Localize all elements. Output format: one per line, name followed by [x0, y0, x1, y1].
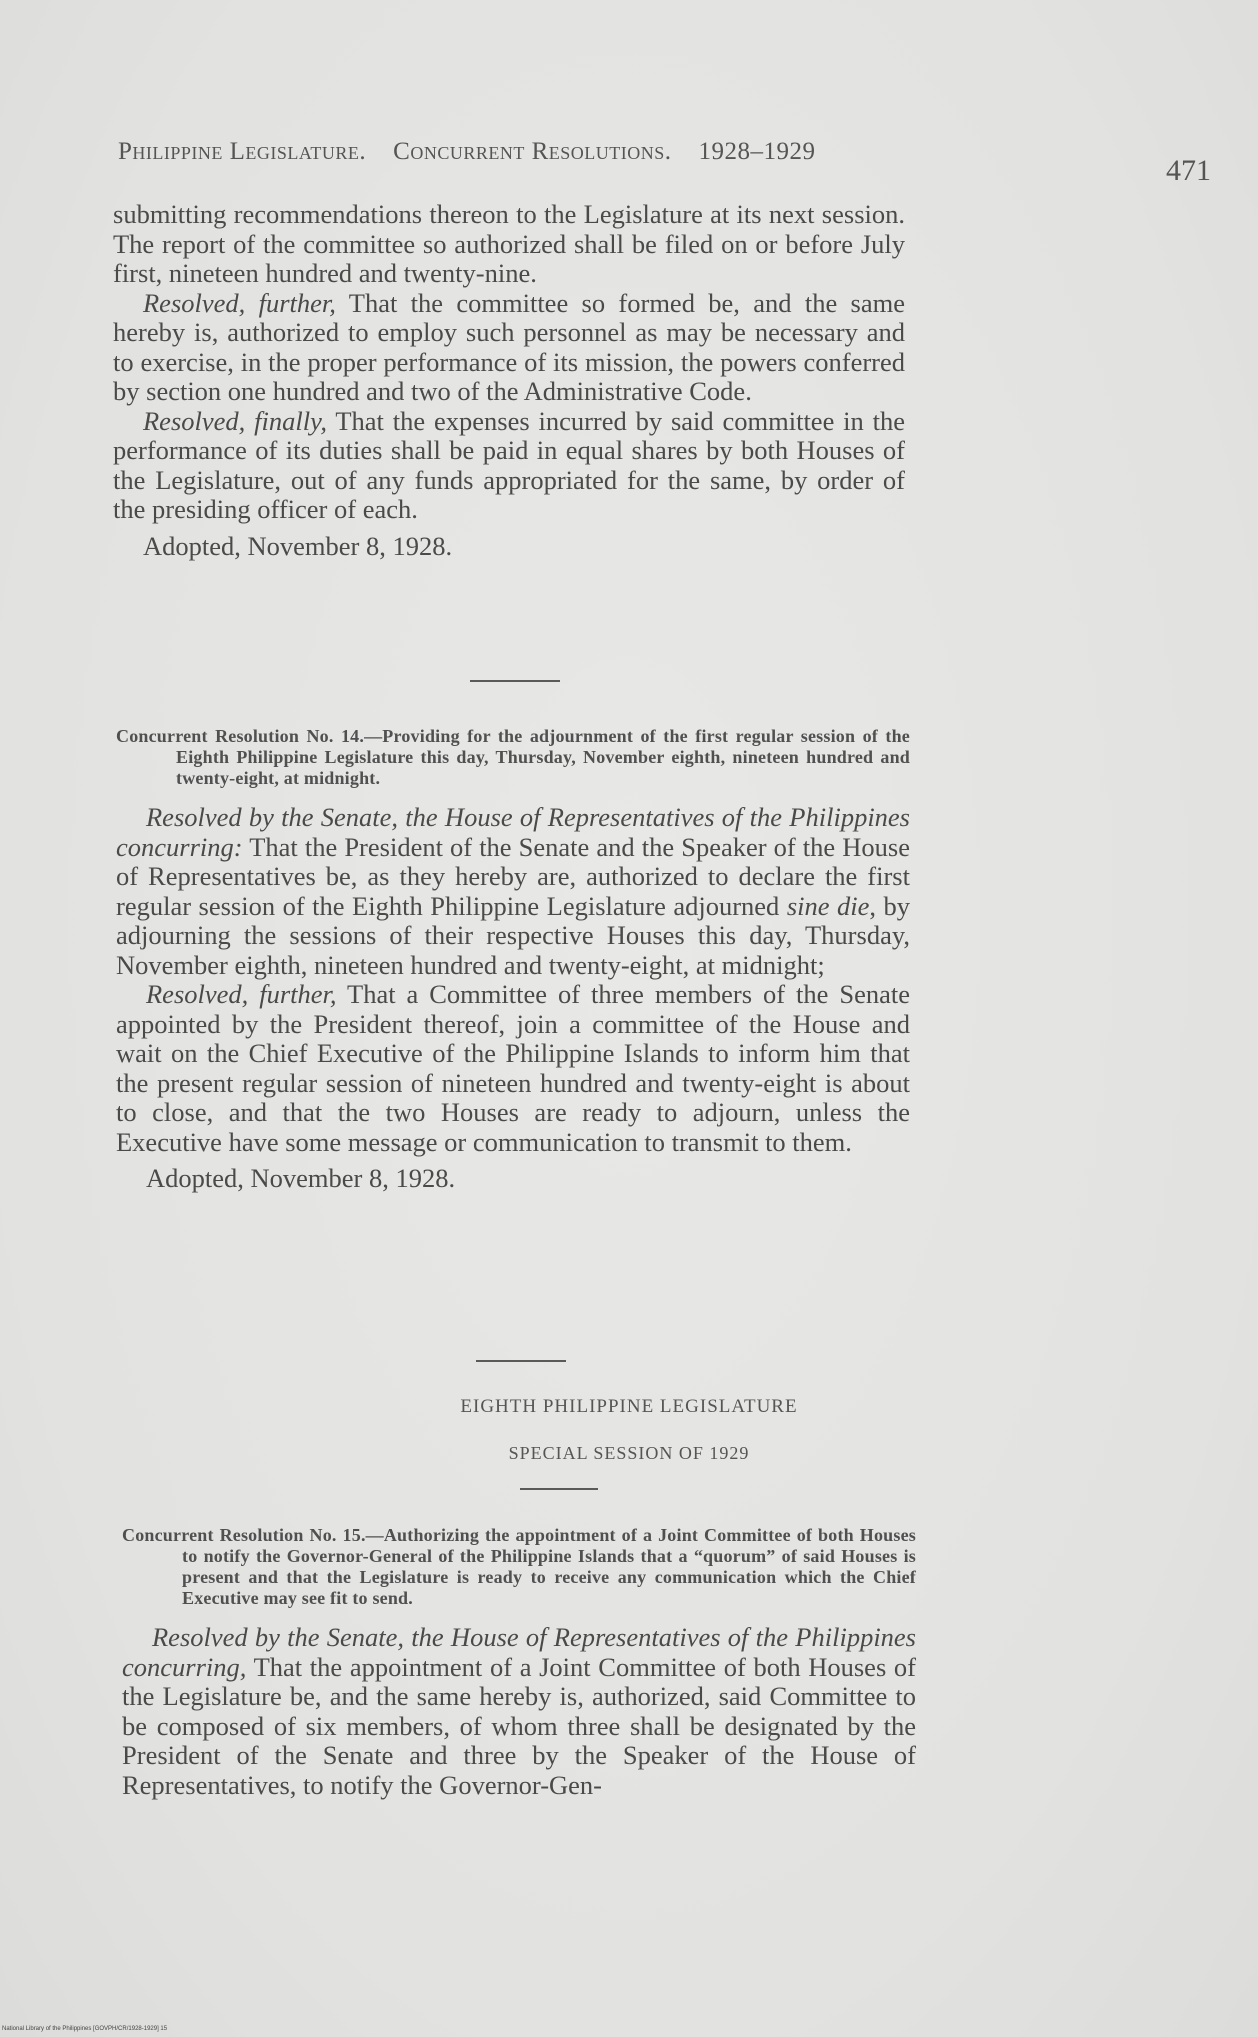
resolution-14-adopted: Adopted, November 8, 1928.	[146, 1163, 456, 1193]
resolution-14-paragraph-1	[116, 803, 910, 980]
footer-credit: National Library of the Philippines [GOVPH/CR/1928-1929] 15	[2, 2026, 168, 2032]
resolution-14-text-b: , by adjourning the sessions of their respective Houses this day, Thursday, November eighth, nineteen hundred and twenty-eight, at midnight;	[116, 890, 910, 980]
resolution-15-text: That the appointment of a Joint Committee of both Houses of the Legislature be, and the same hereby is, authorized, said Committee to be composed of six members, of whom three shall be designated by the President of the Senate and three by the Speaker of the House of Representatives, to notify the Governor-Gen-	[122, 1651, 916, 1800]
divider-rule	[470, 680, 560, 682]
section-continuation	[113, 200, 905, 561]
paragraph-continuation: submitting recommendations thereon to the Legislature at its next session. The report of the committee so authorized shall be filed on or before July first, nineteen hundred and twenty-nine.	[113, 199, 905, 288]
resolution-14-further-lead: Resolved, further,	[146, 979, 337, 1009]
divider-rule-short	[520, 1488, 598, 1490]
resolved-finally-lead: Resolved, finally,	[143, 405, 327, 436]
resolution-14-further-text: That a Committee of three members of the Senate appointed by the President thereof, join a committee of the House and wait on the Chief Executive of the Philippine Islands to inform him that the present regular session of nineteen hundred and twenty-eight is about to close, and that the two Houses are ready to adjourn, unless the Executive have some message or communication to transmit to them.	[116, 979, 910, 1157]
resolution-14-paragraph-2	[116, 980, 910, 1157]
running-head	[118, 138, 1018, 166]
resolution-14-title: Concurrent Resolution No. 14.—Providing for the adjournment of the first regular session of the Eighth Philippine Legislature this day, Thursday, November eighth, nineteen hundred and twenty-eight, at midnight.	[116, 726, 910, 788]
resolution-15-paragraph-1	[122, 1623, 916, 1800]
resolution-14-lead: Resolved by the Senate, the House of Representatives of the Philippines concurring:	[116, 802, 910, 862]
resolution-15-title: Concurrent Resolution No. 15.—Authorizing the appointment of a Joint Committee of both Houses to notify the Governor-General of the Philippine Islands that a “quorum” of said Houses is present and that the Legislature is ready to receive any communication which the Chief Executive may see fit to send.	[122, 1525, 916, 1608]
paragraph-resolved-finally	[113, 407, 905, 525]
session-heading-special: SPECIAL SESSION OF 1929	[508, 1443, 750, 1463]
resolution-14	[116, 726, 910, 1193]
resolution-15-lead: Resolved by the Senate, the House of Representatives of the Philippines concurring,	[122, 1622, 916, 1682]
sine-die-italic: sine die	[786, 890, 870, 921]
divider-rule	[476, 1360, 566, 1362]
running-head-years: 1928–1929	[698, 138, 816, 165]
resolved-further-text: That the committee so formed be, and the same hereby is, authorized to employ such personnel as may be necessary and to exercise, in the proper performance of its mission, the powers conferred by section one hundred and two of the Administrative Code.	[113, 287, 905, 406]
paragraph-resolved-further	[113, 289, 905, 407]
resolution-14-text-a: That the President of the Senate and the Speaker of the House of Representatives be, as they hereby are, authorized to declare the first regular session of the Eighth Philippine Legislature adjourned	[116, 831, 910, 921]
resolved-finally-text: That the expenses incurred by said committee in the performance of its duties shall be paid in equal shares by both Houses of the Legislature, out of any funds appropriated for the same, by order of the presiding officer of each.	[113, 405, 905, 524]
session-heading-legislature: EIGHTH PHILIPPINE LEGISLATURE	[460, 1396, 798, 1417]
adopted-line: Adopted, November 8, 1928.	[143, 530, 453, 561]
running-head-resolutions: Concurrent Resolutions.	[393, 138, 672, 165]
running-head-legislature: Philippine Legislature.	[118, 138, 367, 165]
resolution-15	[122, 1525, 916, 1800]
resolved-further-lead: Resolved, further,	[143, 287, 336, 318]
page-number: 471	[1166, 154, 1211, 187]
